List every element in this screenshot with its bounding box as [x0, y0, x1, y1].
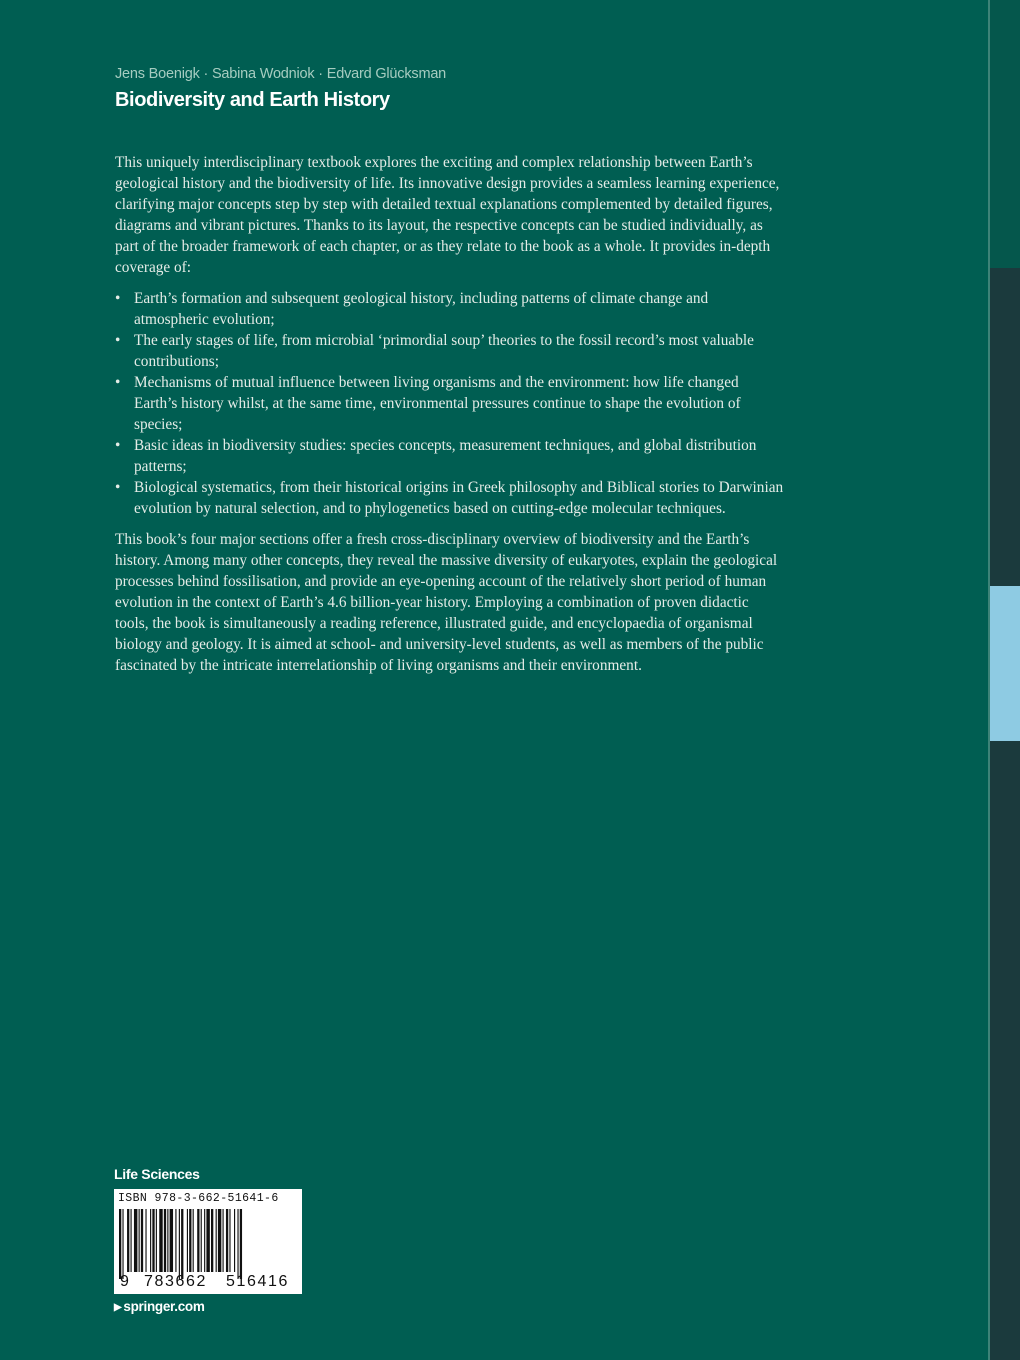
barcode-bar — [164, 1209, 166, 1272]
closing-paragraph: This book’s four major sections offer a fresh cross-disciplinary overview of biodiversity and the Earth’s history. Among many other concepts, they reveal the massive diversity of eukaryotes, explain the geological processes behind fossilisation, and provide an eye-opening account of the relatively short period of human evolution in the context of Earth’s 4.6 billion-year history. Employing a combination of proven didactic tools, the book is simultaneously a reading reference, illustrated guide, and encyclopaedia of organismal biology and geology. It is aimed at school- and university-level students, as well as members of the public fascinated by the intricate interrelationship of living organisms and their environment. — [115, 531, 778, 674]
barcode-bar — [206, 1209, 209, 1272]
barcode-bar — [216, 1209, 217, 1272]
spine-dark-band — [990, 268, 1020, 586]
barcode-bar — [234, 1209, 235, 1272]
barcode-bar — [197, 1209, 199, 1272]
barcode-bar — [122, 1209, 123, 1279]
coverage-list — [115, 288, 785, 519]
barcode-bar — [201, 1209, 202, 1272]
bullet-icon: • — [115, 332, 121, 349]
list-item-text: The early stages of life, from microbial ‘primordial soup’ theories to the fossil record’s most valuable contributions; — [134, 332, 754, 370]
barcode-bar — [131, 1209, 132, 1272]
publisher-link[interactable] — [114, 1299, 205, 1314]
barcode-bar — [175, 1209, 176, 1272]
subject-category: Life Sciences — [114, 1166, 200, 1182]
blurb — [115, 152, 785, 676]
list-item — [115, 372, 785, 435]
bullet-icon: • — [115, 479, 121, 496]
barcode-bar — [152, 1209, 154, 1272]
barcode-bar — [119, 1209, 121, 1279]
list-item — [115, 288, 785, 330]
ean-left-digits: 783662 — [144, 1273, 207, 1290]
barcode-bar — [211, 1209, 213, 1272]
spine-dark-band-lower — [990, 741, 1020, 1360]
spine-blue-band — [990, 586, 1020, 741]
list-item — [115, 435, 785, 477]
barcode-bar — [167, 1209, 168, 1272]
isbn-label: ISBN 978-3-662-51641-6 — [118, 1192, 279, 1205]
list-item-text: Earth’s formation and subsequent geological history, including patterns of climate change and atmospheric evolution; — [134, 290, 709, 328]
barcode-bar — [159, 1209, 162, 1272]
barcode-bar — [134, 1209, 137, 1272]
barcode-bar — [218, 1209, 221, 1272]
play-arrow-icon: ▶ — [114, 1302, 122, 1313]
list-item — [115, 330, 785, 372]
barcode-bar — [189, 1209, 191, 1272]
barcode-bar — [181, 1209, 183, 1279]
barcode-bar — [139, 1209, 140, 1272]
publisher-text: springer.com — [123, 1299, 205, 1314]
ean-right-digits: 516416 — [226, 1273, 289, 1290]
isbn-barcode — [114, 1189, 302, 1294]
barcode-bar — [127, 1209, 129, 1272]
barcode-bar — [179, 1209, 180, 1279]
barcode-bar — [187, 1209, 188, 1272]
barcode-bar — [150, 1209, 151, 1272]
list-item-text: Basic ideas in biodiversity studies: species concepts, measurement techniques, and global distribution patterns; — [134, 437, 757, 475]
barcode-bar — [156, 1209, 157, 1272]
barcode-bar — [141, 1209, 143, 1272]
barcode-bar — [170, 1209, 173, 1272]
bullet-icon: • — [115, 437, 121, 454]
barcode-bar — [193, 1209, 194, 1272]
barcode-bar — [226, 1209, 228, 1272]
barcode-bar — [223, 1209, 224, 1272]
barcode-bar — [145, 1209, 146, 1272]
barcode-bar — [237, 1209, 238, 1279]
ean-first-digit: 9 — [120, 1273, 129, 1290]
barcode-bar — [229, 1209, 230, 1272]
bullet-icon: • — [115, 290, 121, 307]
list-item-text: Mechanisms of mutual influence between living organisms and the environment: how life changed Earth’s history whilst, at the same time, environmental pressures continue to shape the evolution of species; — [134, 374, 741, 433]
list-item-text: Biological systematics, from their historical origins in Greek philosophy and Biblical stories to Darwinian evolution by natural selection, and to phylogenetics based on cutting-edge molecular techniques. — [134, 479, 784, 517]
list-item — [115, 477, 785, 519]
barcode-bar — [240, 1209, 242, 1279]
authors: Jens Boenigk · Sabina Wodniok · Edvard Glücksman — [115, 66, 447, 82]
book-title: Biodiversity and Earth History — [115, 89, 390, 111]
barcode-bar — [204, 1209, 205, 1272]
intro-paragraph: This uniquely interdisciplinary textbook explores the exciting and complex relationship between Earth’s geological history and the biodiversity of life. Its innovative design provides a seamless learning experience, clarifying major concepts step by step with detailed textual explanations complemented by detailed figures, diagrams and vibrant pictures. Thanks to its layout, the respective concepts can be studied individually, as part of the broader framework of each chapter, or as they relate to the book as a whole. It provides in-depth coverage of: — [115, 154, 780, 276]
bullet-icon: • — [115, 374, 121, 391]
